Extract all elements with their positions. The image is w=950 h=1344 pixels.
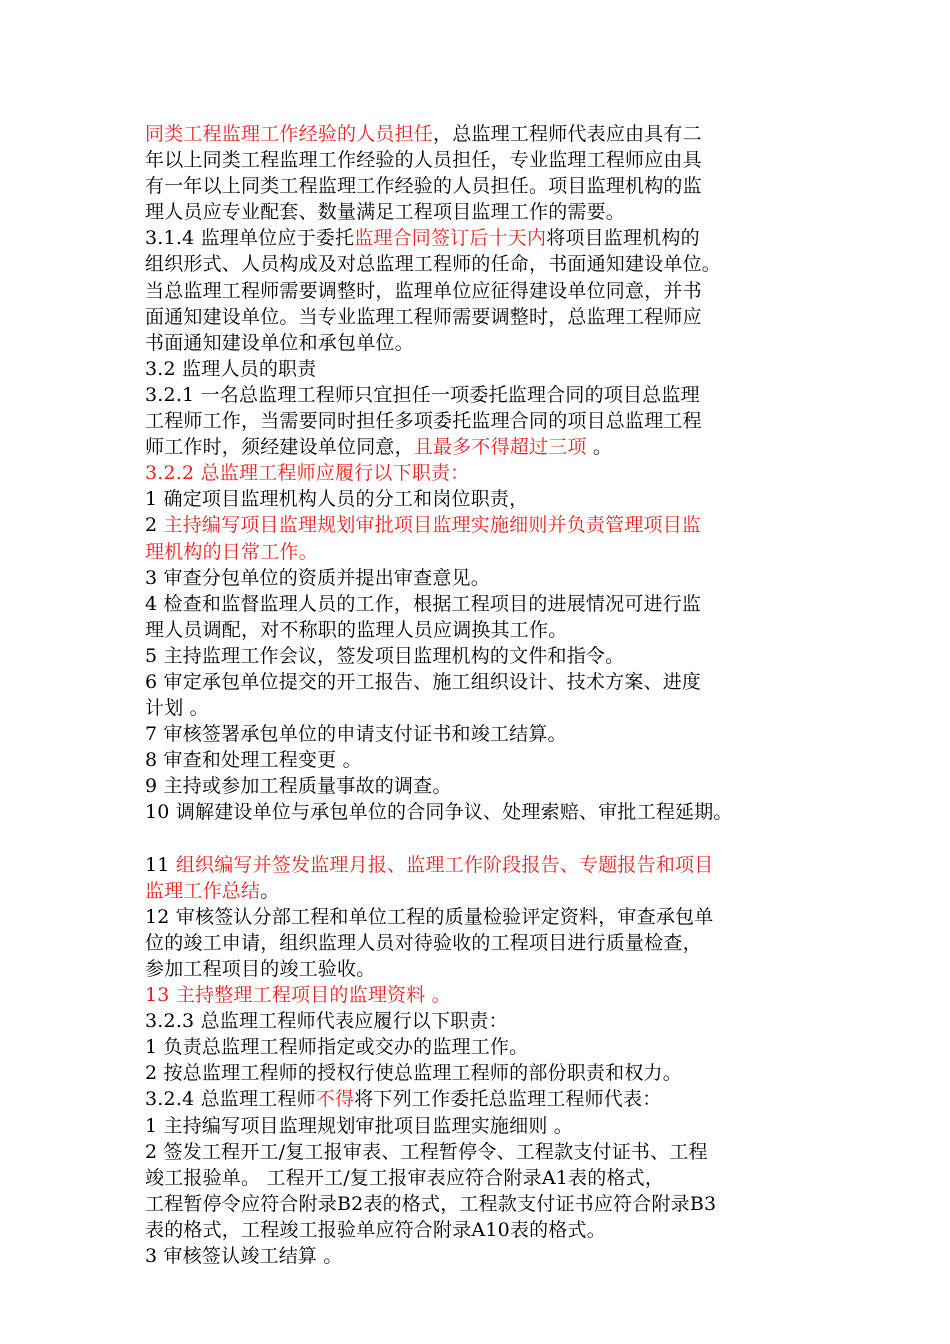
text-line [145,356,820,382]
text-line [145,512,820,538]
text-segment: 2 [145,514,164,537]
text-line [145,304,820,330]
text-line [145,956,820,982]
text-line [145,278,820,304]
text-line [145,251,820,277]
text-line [145,1191,820,1217]
text-line [145,826,820,852]
highlighted-text: 理机构的日常工作。 [145,540,318,563]
text-line [145,721,820,747]
text-line [145,669,820,695]
text-segment: 8 审查和处理工程变更 。 [145,749,362,772]
text-segment: 6 审定承包单位提交的开工报告、施工组织设计、技术方案、进度 [145,670,702,693]
text-line [145,852,820,878]
text-segment: 师工作时，须经建设单位同意， [145,436,414,459]
text-segment: 9 主持或参加工程质量事故的调查。 [145,775,452,798]
text-line [145,904,820,930]
highlighted-text: 3.2.2 总监理工程师应履行以下职责： [145,462,470,485]
text-segment: 3.2 监理人员的职责 [145,357,317,380]
text-segment: 有一年以上同类工程监理工作经验的人员担任。项目监理机构的监 [145,175,702,198]
text-segment: 2 按总监理工程师的授权行使总监理工程师的部份职责和权力。 [145,1062,682,1085]
text-segment: 10 调解建设单位与承包单位的合同争议、处理索赔、审批工程延期。 [145,801,733,824]
text-segment: 1 确定项目监理机构人员的分工和岗位职责， [145,488,529,511]
text-line [145,591,820,617]
text-line [145,173,820,199]
text-line [145,1008,820,1034]
text-segment: 3.2.3 总监理工程师代表应履行以下职责： [145,1010,508,1033]
text-segment: 12 审核签认分部工程和单位工程的质量检验评定资料，审查承包单 [145,905,714,928]
text-line [145,225,820,251]
highlighted-text: 监理工作总结 [145,879,261,902]
text-line [145,486,820,512]
text-line [145,1243,820,1269]
highlighted-text: 不得 [315,1088,355,1111]
text-line [145,1086,820,1112]
text-line [145,408,820,434]
text-segment: 11 [145,853,176,876]
text-line [145,330,820,356]
text-line [145,1217,820,1243]
text-segment: 1 主持编写项目监理规划审批项目监理实施细则 。 [145,1114,573,1137]
text-segment: 将项目监理机构的 [546,227,700,250]
text-line [145,199,820,225]
text-line [145,617,820,643]
text-line [145,773,820,799]
text-segment: 3 审核签认竣工结算 。 [145,1245,343,1268]
text-segment: 7 审核签署承包单位的申请支付证书和竣工结算。 [145,723,567,746]
text-segment: 将下列工作委托总监理工程师代表： [354,1088,662,1111]
text-line [145,565,820,591]
highlighted-text: 监理合同签订后十天内 [354,227,547,250]
text-segment: 1 负责总监理工程师指定或交办的监理工作。 [145,1036,529,1059]
text-line [145,539,820,565]
text-line [145,1034,820,1060]
text-segment: 工程师工作，当需要同时担任多项委托监理合同的项目总监理工程 [145,410,702,433]
text-segment: 参加工程项目的竣工验收。 [145,958,376,980]
text-line [145,695,820,721]
text-segment: 表的格式，工程竣工报验单应符合附录A10表的格式。 [145,1218,606,1241]
text-segment: 理人员应专业配套、数量满足工程项目监理工作的需要。 [145,201,626,224]
text-segment: 当总监理工程师需要调整时，监理单位应征得建设单位同意，并书 [145,279,702,302]
text-segment: 2 签发工程开工/复工报审表、工程暂停令、工程款支付证书、工程 [145,1140,708,1163]
text-line [145,121,820,147]
text-segment: 3 审查分包单位的资质并提出审查意见。 [145,566,490,589]
text-line [145,1113,820,1139]
text-line [145,147,820,173]
text-line [145,434,820,460]
text-line [145,799,820,825]
highlighted-text: 同类工程监理工作经验的人员担任 [145,123,434,145]
text-segment: 。 [260,879,280,902]
highlighted-text: 主持编写项目监理规划审批项目监理实施细则并负责管理项目监 [163,514,702,537]
text-line [145,460,820,486]
text-line [145,747,820,773]
text-segment: 3.1.4 监理单位应于委托 [145,227,355,250]
text-segment: ，总监理工程师代表应由具有二 [433,123,702,145]
text-segment: 年以上同类工程监理工作经验的人员担任，专业监理工程师应由具 [145,149,702,172]
text-line [145,643,820,669]
text-segment: 。 [586,436,613,459]
text-segment: 书面通知建设单位和承包单位。 [145,331,414,354]
text-line [145,1139,820,1165]
highlighted-text: 且最多不得超过三项 [413,436,587,459]
text-segment: 位的竣工申请，组织监理人员对待验收的工程项目进行质量检查， [145,931,702,954]
highlighted-text: 13 主持整理工程项目的监理资料 。 [145,984,451,1007]
text-segment: 理人员调配，对不称职的监理人员应调换其工作。 [145,618,568,641]
text-segment: 计划 。 [145,697,209,720]
highlighted-text: 组织编写并签发监理月报、监理工作阶段报告、专题报告和项目 [175,853,714,876]
text-line [145,382,820,408]
text-line [145,982,820,1008]
text-segment: 组织形式、人员构成及对总监理工程师的任命，书面通知建设单位。 [145,253,722,276]
document-body [145,121,820,1269]
text-line [145,1165,820,1191]
text-segment: 3.2.1 一名总监理工程师只宜担任一项委托监理合同的项目总监理 [145,383,700,406]
text-line [145,930,820,956]
text-segment: 3.2.4 总监理工程师 [145,1088,316,1111]
text-segment: 竣工报验单。 工程开工/复工报审表应符合附录A1表的格式， [145,1166,665,1189]
text-segment: 工程暂停令应符合附录B2表的格式，工程款支付证书应符合附录B3 [145,1192,717,1215]
text-segment: 4 检查和监督监理人员的工作，根据工程项目的进展情况可进行监 [145,592,702,615]
text-segment: 5 主持监理工作会议，签发项目监理机构的文件和指令。 [145,644,625,667]
text-line [145,1060,820,1086]
text-segment: 面通知建设单位。当专业监理工程师需要调整时，总监理工程师应 [145,305,702,328]
text-line [145,878,820,904]
